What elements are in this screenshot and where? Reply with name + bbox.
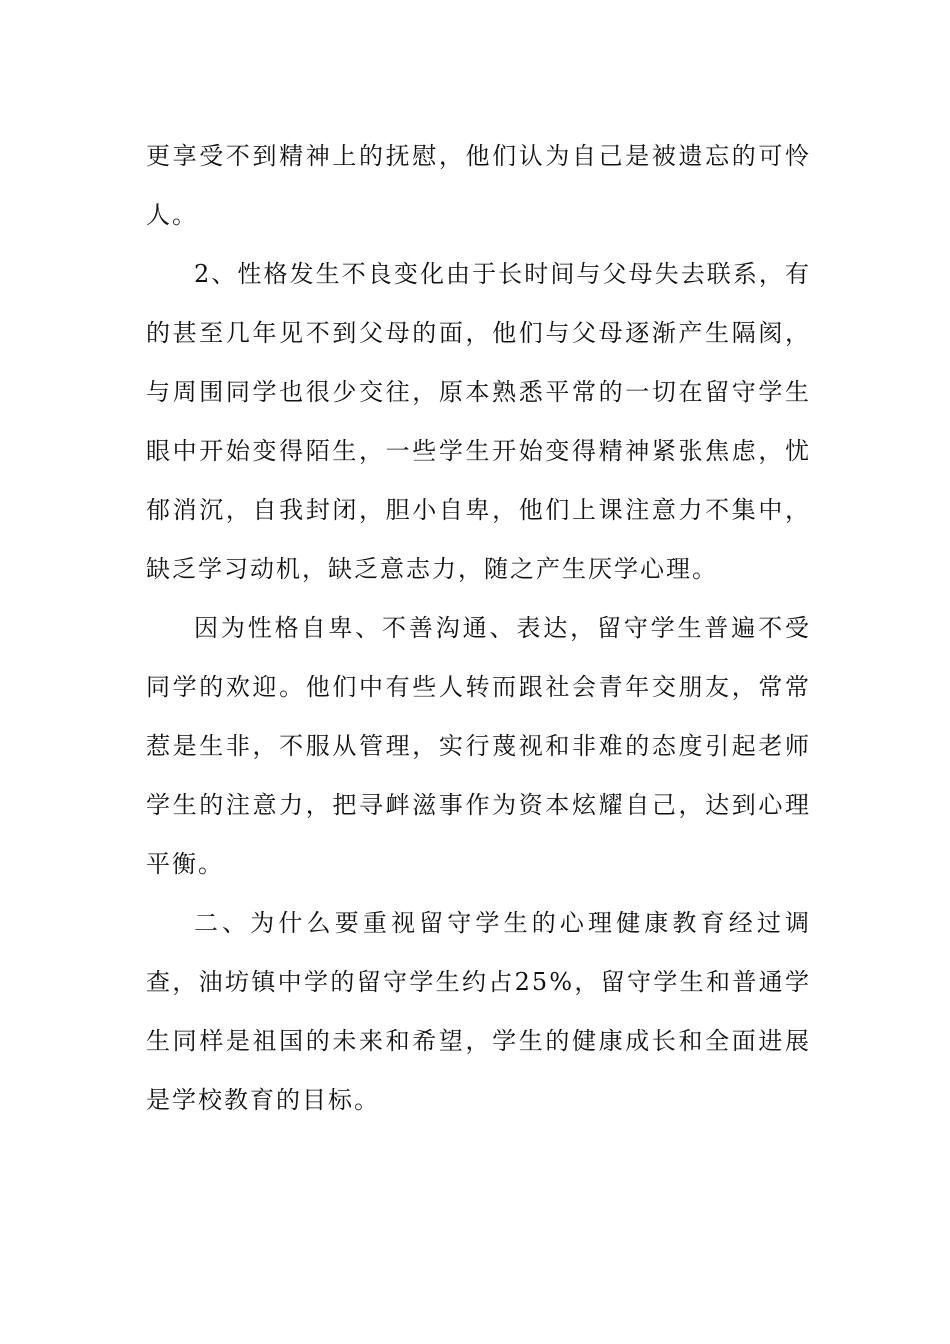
document-body <box>146 127 811 1130</box>
paragraph-why-important: 二、为什么要重视留守学生的心理健康教育经过调查，油坊镇中学的留守学生约占25%，留守学生和普通学生同样是祖国的未来和希望，学生的健康成长和全面进展是学校教育的目标。 <box>146 909 811 1114</box>
paragraph-social-behavior: 因为性格自卑、不善沟通、表达，留守学生普遍不受同学的欢迎。他们中有些人转而跟社会青年交朋友，常常惹是生非，不服从管理，实行蔑视和非难的态度引起老师学生的注意力，把寻衅滋事作为资本炫耀自己，达到心理平衡。 <box>146 614 811 878</box>
paragraph-personality-change: 2、性格发生不良变化由于长时间与父母失去联系，有的甚至几年见不到父母的面，他们与父母逐渐产生隔阂，与周围同学也很少交往，原本熟悉平常的一切在留守学生眼中开始变得陌生，一些学生开始变得精神紧张焦虑，忧郁消沉，自我封闭，胆小自卑，他们上课注意力不集中，缺乏学习动机，缺乏意志力，随之产生厌学心理。 <box>146 260 811 583</box>
paragraph-continuation: 更享受不到精神上的抚慰，他们认为自己是被遗忘的可怜人。 <box>146 142 811 229</box>
